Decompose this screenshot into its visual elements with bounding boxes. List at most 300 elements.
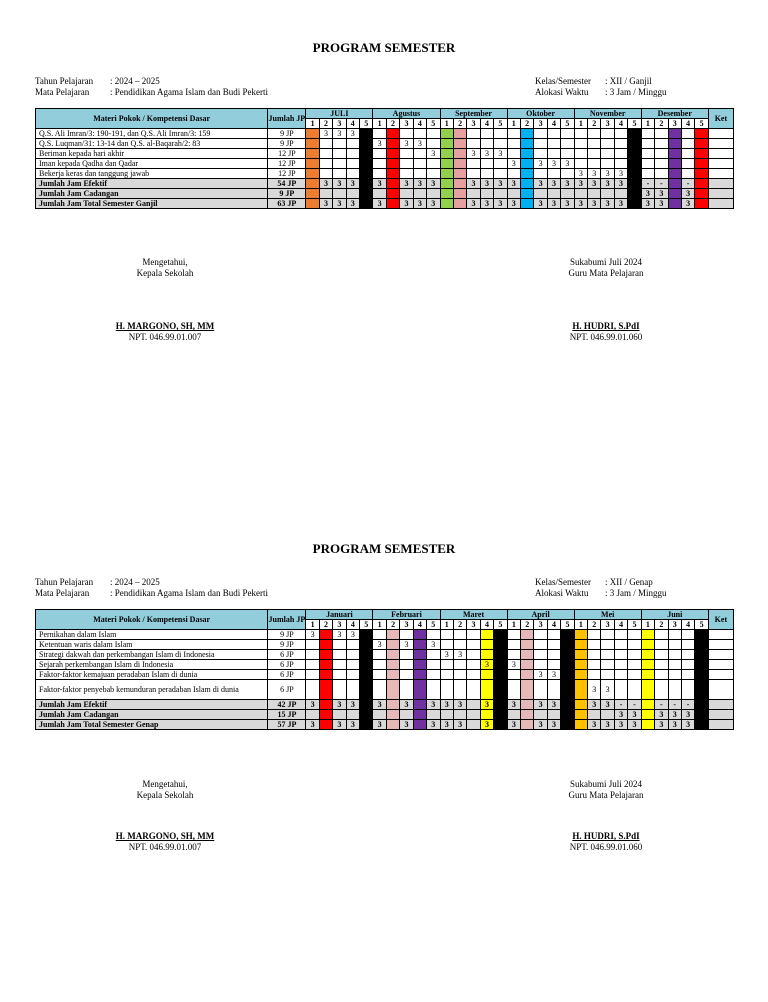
week-cell	[413, 660, 426, 670]
week-number: 2	[319, 119, 332, 129]
table-row	[36, 680, 734, 700]
week-cell: 3	[413, 139, 426, 149]
week-cell	[628, 670, 641, 680]
week-cell	[521, 710, 534, 720]
week-cell	[521, 630, 534, 640]
week-cell	[440, 149, 453, 159]
week-cell	[614, 630, 627, 640]
week-cell	[695, 630, 708, 640]
week-cell	[373, 169, 386, 179]
week-cell	[574, 159, 587, 169]
week-cell	[373, 710, 386, 720]
week-cell	[547, 139, 560, 149]
week-cell	[574, 710, 587, 720]
info-value: : 2024 – 2025	[110, 76, 160, 86]
week-number: 4	[413, 620, 426, 630]
week-cell	[561, 710, 574, 720]
week-cell	[386, 680, 399, 700]
week-cell: 3	[346, 199, 359, 209]
week-cell: 3	[440, 700, 453, 710]
week-cell	[695, 720, 708, 730]
week-cell: 3	[534, 700, 547, 710]
week-cell: 3	[333, 129, 346, 139]
week-cell	[360, 189, 373, 199]
week-number: 1	[507, 119, 520, 129]
week-cell	[413, 169, 426, 179]
week-cell	[681, 149, 694, 159]
week-cell	[494, 710, 507, 720]
week-number: 1	[574, 620, 587, 630]
table-row	[36, 640, 734, 650]
week-number: 3	[333, 620, 346, 630]
week-cell	[574, 720, 587, 730]
week-cell	[440, 670, 453, 680]
week-cell	[386, 640, 399, 650]
week-cell: 3	[319, 199, 332, 209]
week-number: 4	[547, 620, 560, 630]
materi-cell: Faktor-faktor penyebab kemunduran peradaban Islam di dunia	[36, 680, 268, 700]
week-cell	[467, 169, 480, 179]
week-cell	[681, 640, 694, 650]
week-cell	[695, 670, 708, 680]
week-cell	[453, 199, 466, 209]
week-cell	[521, 680, 534, 700]
week-cell	[333, 670, 346, 680]
week-cell: 3	[614, 169, 627, 179]
week-cell	[373, 660, 386, 670]
week-cell	[614, 129, 627, 139]
week-cell: 3	[427, 700, 440, 710]
week-cell	[467, 139, 480, 149]
week-cell	[494, 680, 507, 700]
week-cell	[346, 189, 359, 199]
week-cell	[453, 670, 466, 680]
week-cell: 3	[534, 670, 547, 680]
week-cell	[561, 720, 574, 730]
semester-genap-section	[0, 501, 768, 1001]
signature-teacher	[506, 257, 706, 343]
week-cell: 3	[547, 700, 560, 710]
week-cell: 3	[681, 199, 694, 209]
week-cell	[628, 149, 641, 159]
week-cell	[574, 650, 587, 660]
week-cell: 3	[547, 159, 560, 169]
week-cell	[641, 129, 654, 139]
week-cell	[668, 139, 681, 149]
week-cell	[360, 159, 373, 169]
month-header: Oktober	[507, 109, 574, 119]
week-cell	[668, 179, 681, 189]
week-cell	[534, 630, 547, 640]
week-cell	[413, 159, 426, 169]
week-cell	[319, 159, 332, 169]
week-cell: 3	[453, 720, 466, 730]
week-cell	[467, 660, 480, 670]
week-cell	[574, 129, 587, 139]
week-cell	[628, 189, 641, 199]
week-cell	[360, 700, 373, 710]
week-cell	[480, 640, 493, 650]
week-cell	[614, 660, 627, 670]
week-cell	[655, 159, 668, 169]
week-cell: 3	[373, 179, 386, 189]
week-cell	[427, 650, 440, 660]
week-cell	[494, 129, 507, 139]
week-cell	[400, 159, 413, 169]
week-cell	[453, 640, 466, 650]
week-cell	[641, 700, 654, 710]
week-cell	[467, 189, 480, 199]
week-cell: 3	[480, 720, 493, 730]
week-cell	[494, 720, 507, 730]
week-cell	[319, 700, 332, 710]
info-key: Tahun Pelajaran	[35, 577, 94, 587]
week-cell	[614, 640, 627, 650]
week-cell	[306, 640, 319, 650]
week-number: 5	[360, 119, 373, 129]
info-key: Mata Pelajaran	[35, 588, 90, 598]
week-cell: 3	[373, 720, 386, 730]
week-cell: 3	[641, 199, 654, 209]
week-cell	[507, 129, 520, 139]
week-cell	[306, 650, 319, 660]
week-cell	[306, 159, 319, 169]
jp-cell: 63 JP	[268, 199, 306, 209]
week-cell: 3	[614, 179, 627, 189]
week-cell	[360, 129, 373, 139]
week-cell: 3	[467, 199, 480, 209]
sign-line2: Kepala Sekolah	[136, 268, 194, 278]
week-cell	[601, 149, 614, 159]
week-cell	[413, 680, 426, 700]
week-cell: 3	[655, 189, 668, 199]
week-cell	[427, 660, 440, 670]
week-cell	[306, 129, 319, 139]
week-cell: 3	[427, 179, 440, 189]
week-cell: 3	[507, 179, 520, 189]
jp-cell: 15 JP	[268, 710, 306, 720]
week-cell	[641, 670, 654, 680]
week-cell	[628, 640, 641, 650]
week-cell	[333, 660, 346, 670]
week-cell	[614, 159, 627, 169]
week-cell	[386, 630, 399, 640]
week-cell: 3	[588, 179, 601, 189]
week-cell	[453, 660, 466, 670]
week-cell	[413, 670, 426, 680]
week-cell	[319, 189, 332, 199]
week-cell	[681, 169, 694, 179]
week-cell	[306, 199, 319, 209]
week-cell: -	[655, 179, 668, 189]
week-cell	[440, 189, 453, 199]
week-cell	[601, 129, 614, 139]
week-cell: 3	[494, 199, 507, 209]
sign-name: H. MARGONO, SH, MM	[115, 831, 215, 841]
week-cell: 3	[547, 179, 560, 189]
week-number: 4	[480, 620, 493, 630]
week-cell: 3	[346, 179, 359, 189]
table-row	[36, 149, 734, 159]
week-cell: 3	[588, 680, 601, 700]
materi-cell: Strategi dakwah dan perkembangan Islam di Indonesia	[36, 650, 268, 660]
week-cell	[628, 660, 641, 670]
week-number: 3	[601, 119, 614, 129]
header-jumlah-jp: Jumlah JP	[268, 610, 306, 630]
week-cell	[427, 139, 440, 149]
ket-cell	[708, 129, 733, 139]
sign-npt: NPT. 046.99.01.060	[569, 332, 643, 342]
week-cell	[373, 159, 386, 169]
week-number: 3	[534, 620, 547, 630]
materi-cell: Jumlah Jam Cadangan	[36, 710, 268, 720]
week-cell: 3	[346, 720, 359, 730]
week-cell: 3	[561, 159, 574, 169]
week-cell	[360, 179, 373, 189]
week-cell	[360, 660, 373, 670]
materi-cell: Ketentuan waris dalam Islam	[36, 640, 268, 650]
week-cell	[333, 169, 346, 179]
week-cell	[521, 650, 534, 660]
week-number: 2	[588, 620, 601, 630]
week-number: 4	[413, 119, 426, 129]
week-cell	[440, 169, 453, 179]
week-cell	[547, 630, 560, 640]
week-cell	[695, 179, 708, 189]
week-cell	[561, 660, 574, 670]
week-cell	[534, 660, 547, 670]
week-cell	[588, 129, 601, 139]
week-cell	[695, 129, 708, 139]
week-cell	[306, 149, 319, 159]
week-cell	[695, 139, 708, 149]
sign-name: H. MARGONO, SH, MM	[115, 321, 215, 331]
week-cell	[319, 720, 332, 730]
week-cell	[494, 630, 507, 640]
week-cell	[440, 660, 453, 670]
week-cell: 3	[400, 720, 413, 730]
sign-line1: Sukabumi Juli 2024	[569, 779, 642, 789]
week-cell	[413, 710, 426, 720]
week-cell	[453, 710, 466, 720]
week-cell	[400, 660, 413, 670]
week-cell	[346, 640, 359, 650]
ket-cell	[708, 670, 733, 680]
week-cell	[695, 640, 708, 650]
week-cell: 3	[681, 720, 694, 730]
week-number: 2	[655, 620, 668, 630]
week-cell	[507, 680, 520, 700]
week-cell	[453, 159, 466, 169]
week-cell	[601, 630, 614, 640]
program-semester-table	[35, 609, 734, 730]
week-cell	[561, 700, 574, 710]
week-cell	[521, 660, 534, 670]
week-cell	[534, 149, 547, 159]
week-number: 5	[561, 620, 574, 630]
week-number: 4	[614, 119, 627, 129]
week-cell	[319, 670, 332, 680]
week-cell: -	[641, 179, 654, 189]
week-cell	[413, 189, 426, 199]
week-number: 3	[333, 119, 346, 129]
info-value: : XII / Ganjil	[605, 76, 652, 86]
week-cell	[561, 640, 574, 650]
week-cell	[681, 159, 694, 169]
summary-row	[36, 189, 734, 199]
week-cell: 3	[507, 159, 520, 169]
week-cell	[386, 189, 399, 199]
week-cell	[346, 149, 359, 159]
week-cell	[333, 189, 346, 199]
materi-cell: Faktor-faktor kemajuan peradaban Islam di dunia	[36, 670, 268, 680]
week-cell	[427, 129, 440, 139]
week-cell	[386, 660, 399, 670]
week-cell	[507, 670, 520, 680]
week-cell: 3	[319, 129, 332, 139]
week-cell	[360, 139, 373, 149]
week-cell	[413, 720, 426, 730]
week-cell: 3	[480, 199, 493, 209]
week-number: 2	[386, 119, 399, 129]
week-cell	[681, 139, 694, 149]
week-cell	[400, 680, 413, 700]
table-row	[36, 650, 734, 660]
week-cell	[561, 650, 574, 660]
week-cell	[427, 670, 440, 680]
jp-cell: 9 JP	[268, 139, 306, 149]
info-value: : 2024 – 2025	[110, 577, 160, 587]
week-cell: -	[681, 179, 694, 189]
week-cell	[306, 680, 319, 700]
materi-cell: Jumlah Jam Cadangan	[36, 189, 268, 199]
week-cell	[601, 159, 614, 169]
week-cell	[333, 149, 346, 159]
info-key: Tahun Pelajaran	[35, 76, 94, 86]
week-cell	[547, 169, 560, 179]
week-cell	[386, 650, 399, 660]
month-header: JULI	[306, 109, 373, 119]
week-cell	[601, 660, 614, 670]
week-cell	[641, 149, 654, 159]
week-cell	[440, 640, 453, 650]
week-cell	[695, 710, 708, 720]
week-cell	[534, 640, 547, 650]
week-cell	[333, 139, 346, 149]
week-cell	[306, 139, 319, 149]
week-cell	[507, 169, 520, 179]
week-cell	[574, 660, 587, 670]
week-cell	[453, 169, 466, 179]
week-cell	[480, 189, 493, 199]
week-cell: 3	[601, 680, 614, 700]
info-left	[35, 76, 268, 98]
week-cell	[588, 640, 601, 650]
week-cell	[534, 650, 547, 660]
week-cell	[655, 640, 668, 650]
week-cell	[427, 710, 440, 720]
week-cell: 3	[440, 720, 453, 730]
week-cell	[346, 670, 359, 680]
week-cell	[440, 159, 453, 169]
week-cell: 3	[534, 199, 547, 209]
week-cell	[306, 670, 319, 680]
week-cell	[641, 720, 654, 730]
week-cell	[521, 720, 534, 730]
week-cell	[547, 129, 560, 139]
week-cell: 3	[561, 179, 574, 189]
week-cell	[681, 650, 694, 660]
week-cell: 3	[507, 660, 520, 670]
ket-cell	[708, 660, 733, 670]
week-cell	[400, 169, 413, 179]
week-number: 1	[507, 620, 520, 630]
info-left	[35, 577, 268, 599]
week-cell	[386, 169, 399, 179]
ket-cell	[708, 139, 733, 149]
week-cell	[440, 710, 453, 720]
week-number: 5	[494, 620, 507, 630]
week-cell	[641, 660, 654, 670]
week-cell	[386, 720, 399, 730]
week-cell	[453, 149, 466, 159]
week-cell	[319, 650, 332, 660]
week-cell	[346, 139, 359, 149]
week-cell	[494, 640, 507, 650]
week-cell: 3	[507, 700, 520, 710]
week-cell	[561, 139, 574, 149]
signature-teacher	[506, 779, 706, 853]
header-materi: Materi Pokok / Kompetensi Dasar	[36, 109, 268, 129]
week-number: 4	[614, 620, 627, 630]
week-cell	[306, 710, 319, 720]
table-row	[36, 129, 734, 139]
week-number: 3	[467, 119, 480, 129]
week-cell: 3	[534, 179, 547, 189]
week-cell	[614, 149, 627, 159]
week-cell	[668, 640, 681, 650]
materi-cell: Pernikahan dalam Islam	[36, 630, 268, 640]
week-cell	[386, 159, 399, 169]
week-cell	[561, 149, 574, 159]
week-number: 1	[641, 119, 654, 129]
week-cell	[373, 630, 386, 640]
week-cell	[695, 660, 708, 670]
table-row	[36, 139, 734, 149]
week-cell	[655, 630, 668, 640]
week-cell: 3	[480, 179, 493, 189]
week-cell	[507, 189, 520, 199]
week-cell: 3	[534, 159, 547, 169]
info-value: : 3 Jam / Minggu	[605, 87, 667, 97]
week-cell	[480, 710, 493, 720]
sign-line2: Kepala Sekolah	[136, 790, 194, 800]
week-cell	[520, 189, 533, 199]
week-cell	[400, 189, 413, 199]
week-cell	[360, 630, 373, 640]
week-cell	[413, 630, 426, 640]
info-value: : 3 Jam / Minggu	[605, 588, 667, 598]
week-number: 4	[346, 119, 359, 129]
ket-cell	[708, 189, 733, 199]
week-cell: 3	[346, 630, 359, 640]
week-cell	[601, 650, 614, 660]
week-number: 5	[628, 620, 641, 630]
summary-row	[36, 199, 734, 209]
week-cell	[668, 630, 681, 640]
week-cell	[574, 680, 587, 700]
week-cell	[574, 670, 587, 680]
